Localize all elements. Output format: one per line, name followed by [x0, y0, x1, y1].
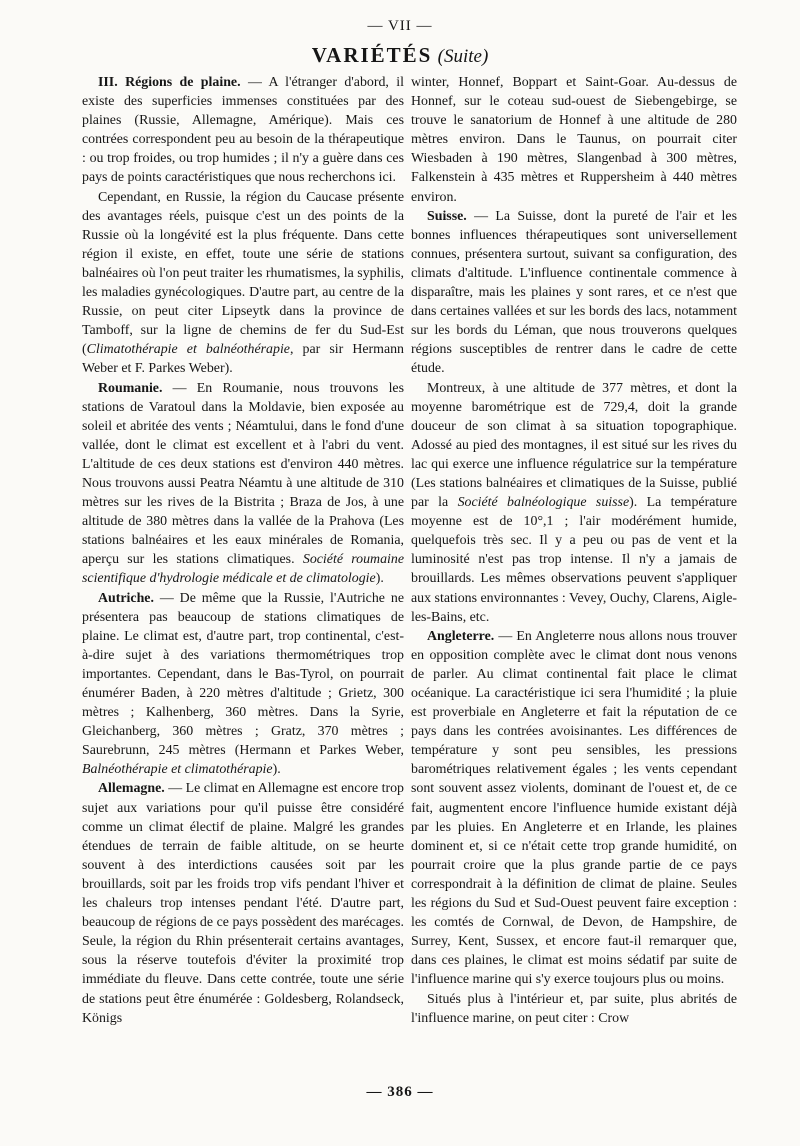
heading-suisse: Suisse.: [427, 208, 467, 224]
page-roman-numeral: — VII —: [367, 18, 433, 34]
text-roumanie-end: ).: [375, 571, 384, 587]
text-allemagne: — Le climat en Allemagne est encore trop sujet aux variations pour qu'il puisse être considéré comme un climat électif de plaine. Malgré les grandes étendues de terrain de faible altitude, on se heurte souvent à des interdictions causées soit par les brouillards, soit par les froids trop vifs pendant l'hiver et les chaleurs trop intenses pendant l'été. D'autre part, beaucoup de régions de ce pays possèdent des marécages. Seule, la région du Rhin présenterait certains avantages, sous la réserve toutefois d'éviter la proximité trop immédiate du fleuve. Dans cette contrée, toute une série de stations peut être énumérée : Goldesberg, Rolandseck, Königs: [82, 781, 404, 1026]
page-number: — 386 —: [366, 1084, 434, 1100]
text-russie-end: , par sir Hermann Weber et F. Parkes Weber).: [82, 342, 405, 377]
section-title: [0, 42, 800, 70]
paragraph-situes: [411, 990, 737, 1028]
heading-allemagne: Allemagne.: [98, 781, 165, 797]
text-suisse: — La Suisse, dont la pureté de l'air et les bonnes influences thérapeutiques sont universellement connues, présentera surtout, suivant sa configuration, des climats d'altitude. L'influence continentale commence à disparaître, mais les plaines y sont rares, et ce n'est que dans certaines vallées et sur les bords des lacs, notamment sur les bords du Léman, que nous trouverons quelques régions susceptibles de rentrer dans le cadre de cette étude.: [411, 208, 737, 377]
text-montreux-end: ). La température moyenne est de 10°,1 ; l'air modérément humide, quelquefois très sec. Il y a peu ou pas de vent et la luminosité n'est pas trop intense. Il n'y a jamais de brouillards. Les mêmes observations peuvent s'appliquer aux stations environnantes : Vevey, Ouchy, Clarens, Aigle-les-Bains, etc.: [411, 495, 737, 625]
paragraph-allemagne-cont: [411, 73, 737, 207]
title-main: VARIÉTÉS: [311, 43, 433, 67]
italic-montreux: Société balnéologique suisse: [457, 495, 630, 511]
paragraph-allemagne: [82, 779, 404, 1027]
right-column: [411, 73, 737, 1028]
title-suite: (Suite): [437, 46, 489, 67]
text-autriche-end: ).: [272, 762, 281, 778]
italic-autriche: Balnéothérapie et climatothérapie: [82, 762, 273, 778]
heading-autriche: Autriche.: [98, 590, 154, 606]
paragraph-autriche: [82, 589, 404, 780]
heading-angleterre: Angleterre.: [427, 628, 495, 644]
text-regions-plaine: — A l'étranger d'abord, il existe des superficies immenses constituées par des plaines (Russie, Allemagne, Amérique). Mais ces contrées correspondent peu au besoin de la thérapeutique : ou trop froides, ou trop humides ; il n'y a guère dans ces pays de points caractéristiques que nous recherchons ici.: [82, 75, 404, 186]
paragraph-regions-plaine: [82, 73, 404, 188]
text-russie: Cependant, en Russie, la région du Caucase présente des avantages réels, puisque c'est un des points de la Russie où la longévité est la plus fréquente. Dans cette région il existe, en effet, toute une série de stations balnéaires où l'on peut traiter les rhumatismes, la syphilis, les maladies gynécologiques. D'autre part, au centre de la Russie, on peut citer Lipseytk dans la province de Tamboff, sur la ligne de chemins de fer du Sud-Est (: [82, 189, 404, 358]
text-allemagne-cont: winter, Honnef, Boppart et Saint-Goar. Au-dessus de Honnef, sur le coteau sud-ouest de Siebengebirge, se trouve le sanatorium de Honnef à une altitude de 280 mètres environ. Dans le Taunus, on pourrait citer Wiesbaden à 190 mètres, Slangenbad à 300 mètres, Falkenstein à 435 mètres et Ruppersheim à 440 mètres environ.: [411, 75, 737, 205]
paragraph-roumanie: [82, 379, 404, 589]
italic-russie: Climatothérapie et balnéothérapie: [86, 342, 290, 358]
paragraph-suisse: [411, 207, 737, 379]
paragraph-montreux: [411, 379, 737, 627]
text-autriche: — De même que la Russie, l'Autriche ne présentera pas beaucoup de stations climatiques de plaine. Le climat est, d'autre part, trop continental, c'est-à-dire sujet à des variations thermométriques trop importantes. Cependant, dans le Bas-Tyrol, on pourrait énumérer Baden, à 220 mètres d'altitude ; Grietz, 300 mètres ; Kalhenberg, 360 mètres. Dans la Syrie, Gleichanberg, 360 mètres ; Gratz, 370 mètres ; Saurebrunn, 245 mètres (Hermann et Parkes Weber,: [82, 590, 404, 759]
italic-roumanie: Société roumaine scientifique d'hydrologie médicale et de climatologie: [82, 552, 405, 587]
text-roumanie: — En Roumanie, nous trouvons les stations de Varatoul dans la Moldavie, bien exposée au soleil et abritée des vents ; Néamtului, dans le fond d'une vallée, dont le climat est excellent et à l'abri du vent. L'altitude de ces deux stations est d'environ 440 mètres. Nous trouvons aussi Peatra Néamtu à une altitude de 310 mètres sur les rives de la Bistrita ; Braza de Jos, à une altitude de 380 mètres dans la vallée de la Prahova (Les stations balnéaires et les eaux minérales de Romania, aperçu sur les stations climatiques.: [82, 380, 404, 568]
text-angleterre: — En Angleterre nous allons nous trouver en opposition complète avec le climat dont nous venons de parler. Au climat continental fait place le climat océanique. La caractéristique ici sera l'humidité ; la pluie est proverbiale en Angleterre et fait la réputation de ce pays dans les contrées avoisinantes. Les différences de température y sont peu sensibles, les pressions barométriques relativement égales ; les vents cependant sont souvent assez violents, dominant de l'ouest et, de ce fait, augmentent encore l'influence humide existant déjà par les pluies. En Angleterre et en Irlande, les plaines dominent et, si ce n'était cette trop grande humidité, on pourrait croire que la plus grande partie de ce pays correspondrait à la définition de climat de plaine. Seules les régions du Sud et Sud-Ouest peuvent faire exception : les comtés de Cornwal, de Devon, de Hampshire, de Surrey, Kent, Sussex, et encore faut-il remarquer que, dans ces plaines, le climat est moins sédatif par suite de l'influence marine qui s'y exerce toujours plus ou moins.: [411, 628, 737, 988]
heading-regions-plaine: III. Régions de plaine.: [98, 75, 241, 90]
paragraph-russie: [82, 188, 404, 379]
paragraph-angleterre: [411, 627, 737, 990]
heading-roumanie: Roumanie.: [98, 380, 163, 396]
text-situes: Situés plus à l'intérieur et, par suite, plus abrités de l'influence marine, on peut citer : Crow: [411, 991, 737, 1026]
text-montreux: Montreux, à une altitude de 377 mètres, et dont la moyenne barométrique est de 729,4, doit la grande douceur de son climat à sa situation topographique. Adossé au pied des montagnes, il est situé sur les rives du lac qui exerce une influence régulatrice sur la température (Les stations balnéaires et climatiques de la Suisse, publié par la: [411, 380, 737, 511]
left-column: [82, 73, 404, 1028]
